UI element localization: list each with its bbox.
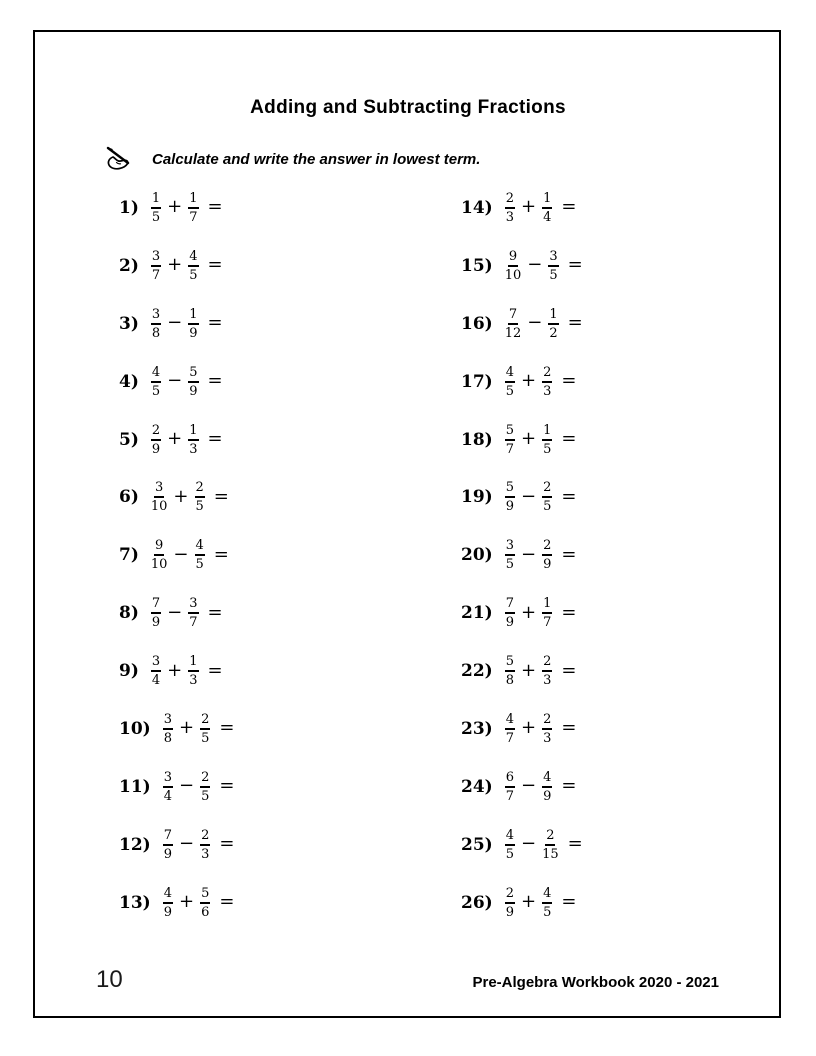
- fraction-denominator: 4: [151, 673, 161, 689]
- fraction: [151, 539, 168, 571]
- fraction-numerator: 2: [505, 887, 515, 904]
- fraction-numerator: 9: [508, 250, 518, 267]
- problem-row: [461, 584, 583, 642]
- fraction-numerator: 1: [548, 308, 558, 325]
- fraction: [505, 424, 515, 456]
- fraction-denominator: 3: [543, 383, 552, 399]
- fraction-denominator: 5: [543, 499, 552, 515]
- fraction: [151, 192, 161, 224]
- operator-sign: +: [167, 196, 183, 218]
- fraction: [505, 366, 515, 398]
- problem-row: [119, 526, 234, 584]
- fraction: [505, 308, 522, 340]
- fraction: [163, 771, 173, 803]
- equals-sign: =: [219, 833, 235, 855]
- fraction-numerator: 2: [542, 366, 552, 383]
- fraction-denominator: 7: [543, 615, 552, 631]
- problem-number: 4): [119, 371, 139, 392]
- fraction: [542, 771, 552, 803]
- fraction-numerator: 5: [505, 655, 515, 672]
- problem-row: [461, 700, 583, 758]
- fraction-denominator: 10: [150, 557, 168, 573]
- fraction-numerator: 5: [505, 481, 515, 498]
- fraction: [151, 597, 161, 629]
- fraction: [505, 713, 515, 745]
- fraction-numerator: 4: [163, 887, 173, 904]
- problem-row: [119, 237, 234, 295]
- fraction: [542, 192, 552, 224]
- fraction-denominator: 9: [189, 383, 198, 399]
- fraction-numerator: 1: [188, 308, 198, 325]
- problem-row: [461, 874, 583, 932]
- fraction-numerator: 1: [188, 192, 198, 209]
- operator-sign: −: [178, 775, 195, 797]
- operator-sign: +: [167, 659, 183, 681]
- operator-sign: +: [167, 428, 183, 449]
- operator-sign: +: [520, 428, 537, 449]
- fraction-denominator: 12: [504, 325, 522, 341]
- problem-number: 15): [461, 255, 493, 276]
- fraction-denominator: 5: [151, 383, 161, 399]
- operator-sign: −: [527, 312, 543, 334]
- operator-sign: −: [520, 833, 537, 855]
- problem-number: 6): [119, 487, 139, 508]
- fraction-numerator: 3: [188, 597, 198, 614]
- fraction-denominator: 9: [163, 846, 172, 862]
- fraction-denominator: 9: [505, 615, 514, 631]
- fraction: [505, 481, 515, 513]
- fraction-denominator: 9: [543, 788, 552, 804]
- fraction-denominator: 10: [150, 499, 168, 515]
- operator-sign: −: [178, 833, 195, 855]
- fraction: [542, 539, 552, 571]
- operator-sign: −: [167, 370, 183, 392]
- problem-row: [119, 179, 234, 237]
- fraction-numerator: 3: [163, 771, 173, 788]
- fraction-numerator: 3: [505, 539, 515, 556]
- equals-sign: =: [207, 254, 223, 276]
- fraction-numerator: 7: [508, 308, 518, 325]
- fraction: [505, 539, 515, 571]
- problems-column-left: [119, 179, 234, 932]
- fraction: [505, 597, 515, 629]
- fraction-numerator: 3: [151, 308, 161, 325]
- equals-sign: =: [561, 196, 577, 218]
- problem-number: 26): [461, 892, 493, 913]
- fraction-numerator: 4: [505, 366, 515, 383]
- equals-sign: =: [207, 196, 223, 218]
- fraction-denominator: 3: [543, 673, 552, 689]
- page-number: 10: [96, 966, 123, 993]
- fraction: [542, 829, 559, 861]
- equals-sign: =: [561, 717, 577, 739]
- equals-sign: =: [561, 485, 577, 507]
- problem-row: [461, 758, 583, 816]
- equals-sign: =: [207, 659, 223, 681]
- problem-number: 18): [461, 429, 493, 450]
- fraction-denominator: 3: [189, 673, 198, 689]
- equals-sign: =: [561, 370, 577, 392]
- operator-sign: +: [520, 891, 537, 913]
- fraction-numerator: 4: [195, 539, 205, 556]
- equals-sign: =: [561, 428, 577, 449]
- fraction: [505, 771, 515, 803]
- problem-row: [119, 874, 234, 932]
- fraction-denominator: 5: [505, 846, 514, 862]
- problem-row: [119, 584, 234, 642]
- problem-number: 8): [119, 603, 139, 624]
- fraction-numerator: 2: [200, 771, 210, 788]
- problem-number: 22): [461, 661, 493, 682]
- fraction-denominator: 7: [151, 267, 161, 283]
- fraction-numerator: 5: [505, 424, 515, 441]
- fraction-denominator: 3: [543, 730, 552, 746]
- fraction: [188, 366, 198, 398]
- problem-row: [461, 179, 583, 237]
- equals-sign: =: [561, 775, 577, 797]
- problem-number: 11): [119, 776, 151, 797]
- operator-sign: +: [520, 196, 537, 218]
- fraction-denominator: 9: [189, 325, 198, 341]
- fraction-denominator: 5: [543, 441, 552, 457]
- fraction: [505, 655, 515, 687]
- problem-row: [119, 353, 234, 411]
- problem-row: [461, 642, 583, 700]
- fraction-denominator: 5: [543, 904, 552, 920]
- fraction: [542, 887, 552, 919]
- fraction-numerator: 1: [188, 655, 198, 672]
- fraction: [542, 366, 552, 398]
- fraction: [151, 366, 161, 398]
- fraction: [195, 481, 205, 513]
- problem-number: 5): [119, 429, 139, 450]
- problem-number: 17): [461, 371, 493, 392]
- problems-column-right: [461, 179, 583, 932]
- fraction-numerator: 1: [542, 597, 552, 614]
- equals-sign: =: [219, 891, 235, 913]
- fraction-denominator: 8: [163, 730, 172, 746]
- fraction-denominator: 5: [549, 267, 558, 283]
- fraction-denominator: 5: [151, 209, 161, 225]
- problem-number: 24): [461, 776, 493, 797]
- fraction-denominator: 7: [189, 209, 198, 225]
- fraction: [188, 655, 198, 687]
- fraction-denominator: 5: [195, 557, 204, 573]
- equals-sign: =: [561, 543, 577, 565]
- fraction-denominator: 7: [505, 788, 514, 804]
- problem-number: 9): [119, 661, 139, 682]
- fraction-denominator: 8: [151, 325, 161, 341]
- fraction-denominator: 9: [505, 904, 514, 920]
- fraction: [200, 829, 210, 861]
- fraction-denominator: 15: [542, 846, 559, 862]
- fraction-numerator: 4: [188, 250, 198, 267]
- fraction-denominator: 5: [189, 267, 198, 283]
- writing-hand-icon: [106, 146, 140, 172]
- fraction: [188, 424, 198, 456]
- fraction-denominator: 9: [151, 615, 161, 631]
- fraction: [542, 655, 552, 687]
- fraction: [548, 250, 558, 282]
- fraction-numerator: 4: [505, 829, 515, 846]
- problem-number: 19): [461, 487, 493, 508]
- fraction: [151, 250, 161, 282]
- fraction: [151, 424, 161, 456]
- fraction-denominator: 5: [505, 383, 514, 399]
- fraction: [542, 713, 552, 745]
- equals-sign: =: [219, 717, 235, 739]
- fraction: [542, 597, 552, 629]
- fraction-numerator: 4: [151, 366, 161, 383]
- instruction-row: [106, 146, 480, 172]
- fraction-numerator: 2: [542, 655, 552, 672]
- fraction-denominator: 7: [505, 730, 514, 746]
- fraction: [188, 308, 198, 340]
- fraction-denominator: 9: [505, 499, 514, 515]
- fraction-numerator: 7: [151, 597, 161, 614]
- fraction: [163, 887, 173, 919]
- problem-number: 23): [461, 718, 493, 739]
- equals-sign: =: [561, 601, 577, 623]
- problem-row: [119, 468, 234, 526]
- fraction-numerator: 2: [542, 539, 552, 556]
- fraction-numerator: 4: [505, 713, 515, 730]
- fraction-denominator: 9: [151, 441, 161, 457]
- fraction: [188, 192, 198, 224]
- operator-sign: +: [520, 717, 537, 739]
- footer-book-title: Pre-Algebra Workbook 2020 - 2021: [472, 974, 719, 991]
- fraction: [151, 481, 168, 513]
- fraction: [200, 713, 210, 745]
- problem-row: [119, 700, 234, 758]
- operator-sign: +: [173, 485, 189, 507]
- problem-row: [461, 295, 583, 353]
- problem-number: 13): [119, 892, 151, 913]
- operator-sign: +: [520, 601, 537, 623]
- operator-sign: +: [178, 717, 195, 739]
- fraction-numerator: 4: [542, 771, 552, 788]
- fraction-numerator: 3: [154, 481, 164, 498]
- fraction-numerator: 5: [200, 887, 210, 904]
- equals-sign: =: [561, 891, 577, 913]
- operator-sign: −: [167, 601, 183, 623]
- fraction-numerator: 3: [151, 250, 161, 267]
- operator-sign: −: [167, 312, 183, 334]
- fraction-denominator: 4: [543, 209, 552, 225]
- problem-number: 3): [119, 313, 139, 334]
- operator-sign: +: [520, 370, 537, 392]
- problem-row: [119, 411, 234, 469]
- operator-sign: +: [167, 254, 183, 276]
- problem-number: 16): [461, 313, 493, 334]
- fraction: [200, 771, 210, 803]
- fraction-denominator: 3: [201, 846, 210, 862]
- fraction: [195, 539, 205, 571]
- fraction-numerator: 2: [505, 192, 515, 209]
- fraction-numerator: 3: [151, 655, 161, 672]
- fraction-numerator: 2: [151, 424, 161, 441]
- operator-sign: +: [178, 891, 195, 913]
- fraction-denominator: 5: [195, 499, 204, 515]
- problem-number: 21): [461, 603, 493, 624]
- fraction-denominator: 5: [201, 788, 210, 804]
- fraction: [200, 887, 210, 919]
- fraction: [542, 424, 552, 456]
- fraction-numerator: 2: [200, 829, 210, 846]
- fraction-denominator: 7: [505, 441, 514, 457]
- fraction-numerator: 2: [542, 713, 552, 730]
- fraction-numerator: 9: [154, 539, 164, 556]
- fraction-numerator: 3: [548, 250, 558, 267]
- fraction-numerator: 2: [542, 481, 552, 498]
- fraction-numerator: 5: [188, 366, 198, 383]
- equals-sign: =: [219, 775, 235, 797]
- fraction-denominator: 2: [549, 325, 558, 341]
- page-title: Adding and Subtracting Fractions: [250, 97, 566, 118]
- fraction: [542, 481, 552, 513]
- fraction-denominator: 7: [189, 615, 198, 631]
- problem-number: 20): [461, 545, 493, 566]
- problem-number: 1): [119, 197, 139, 218]
- equals-sign: =: [567, 833, 583, 855]
- instruction-text: Calculate and write the answer in lowest term.: [152, 150, 481, 168]
- fraction: [548, 308, 558, 340]
- problem-row: [461, 816, 583, 874]
- problem-row: [119, 295, 234, 353]
- equals-sign: =: [207, 428, 223, 449]
- fraction-denominator: 3: [189, 441, 198, 457]
- equals-sign: =: [567, 312, 583, 334]
- fraction-numerator: 4: [542, 887, 552, 904]
- equals-sign: =: [561, 659, 577, 681]
- problem-row: [461, 468, 583, 526]
- problem-number: 25): [461, 834, 493, 855]
- fraction-numerator: 2: [545, 829, 555, 846]
- fraction-numerator: 2: [195, 481, 205, 498]
- problem-row: [119, 816, 234, 874]
- problem-row: [461, 526, 583, 584]
- equals-sign: =: [207, 312, 223, 334]
- problem-row: [461, 353, 583, 411]
- problem-number: 10): [119, 718, 151, 739]
- operator-sign: +: [520, 659, 537, 681]
- fraction-numerator: 3: [163, 713, 173, 730]
- fraction-numerator: 2: [200, 713, 210, 730]
- fraction-denominator: 5: [505, 557, 514, 573]
- problem-row: [461, 237, 583, 295]
- problem-row: [119, 642, 234, 700]
- fraction: [505, 250, 522, 282]
- equals-sign: =: [567, 254, 583, 276]
- fraction-numerator: 6: [505, 771, 515, 788]
- problem-row: [119, 758, 234, 816]
- fraction: [505, 192, 515, 224]
- fraction: [163, 829, 173, 861]
- fraction-numerator: 7: [163, 829, 173, 846]
- fraction-denominator: 5: [201, 730, 210, 746]
- fraction-denominator: 9: [543, 557, 552, 573]
- fraction: [505, 887, 515, 919]
- fraction: [188, 250, 198, 282]
- fraction-denominator: 4: [163, 788, 172, 804]
- fraction-numerator: 1: [542, 424, 552, 441]
- operator-sign: −: [520, 543, 537, 565]
- problem-number: 2): [119, 255, 139, 276]
- fraction-denominator: 10: [504, 267, 522, 283]
- operator-sign: −: [520, 485, 537, 507]
- equals-sign: =: [213, 543, 229, 565]
- fraction-numerator: 1: [151, 192, 161, 209]
- problem-row: [461, 411, 583, 469]
- fraction-numerator: 1: [188, 424, 198, 441]
- fraction-denominator: 9: [163, 904, 172, 920]
- equals-sign: =: [207, 601, 223, 623]
- problem-number: 14): [461, 197, 493, 218]
- fraction-numerator: 7: [505, 597, 515, 614]
- fraction: [505, 829, 515, 861]
- fraction: [151, 308, 161, 340]
- fraction-denominator: 8: [505, 673, 514, 689]
- fraction: [151, 655, 161, 687]
- fraction-denominator: 3: [505, 209, 514, 225]
- problem-number: 12): [119, 834, 151, 855]
- fraction-denominator: 6: [201, 904, 210, 920]
- fraction: [163, 713, 173, 745]
- fraction: [188, 597, 198, 629]
- operator-sign: −: [520, 775, 537, 797]
- operator-sign: −: [173, 543, 189, 565]
- operator-sign: −: [527, 254, 543, 276]
- equals-sign: =: [213, 485, 229, 507]
- equals-sign: =: [207, 370, 223, 392]
- fraction-numerator: 1: [542, 192, 552, 209]
- problem-number: 7): [119, 545, 139, 566]
